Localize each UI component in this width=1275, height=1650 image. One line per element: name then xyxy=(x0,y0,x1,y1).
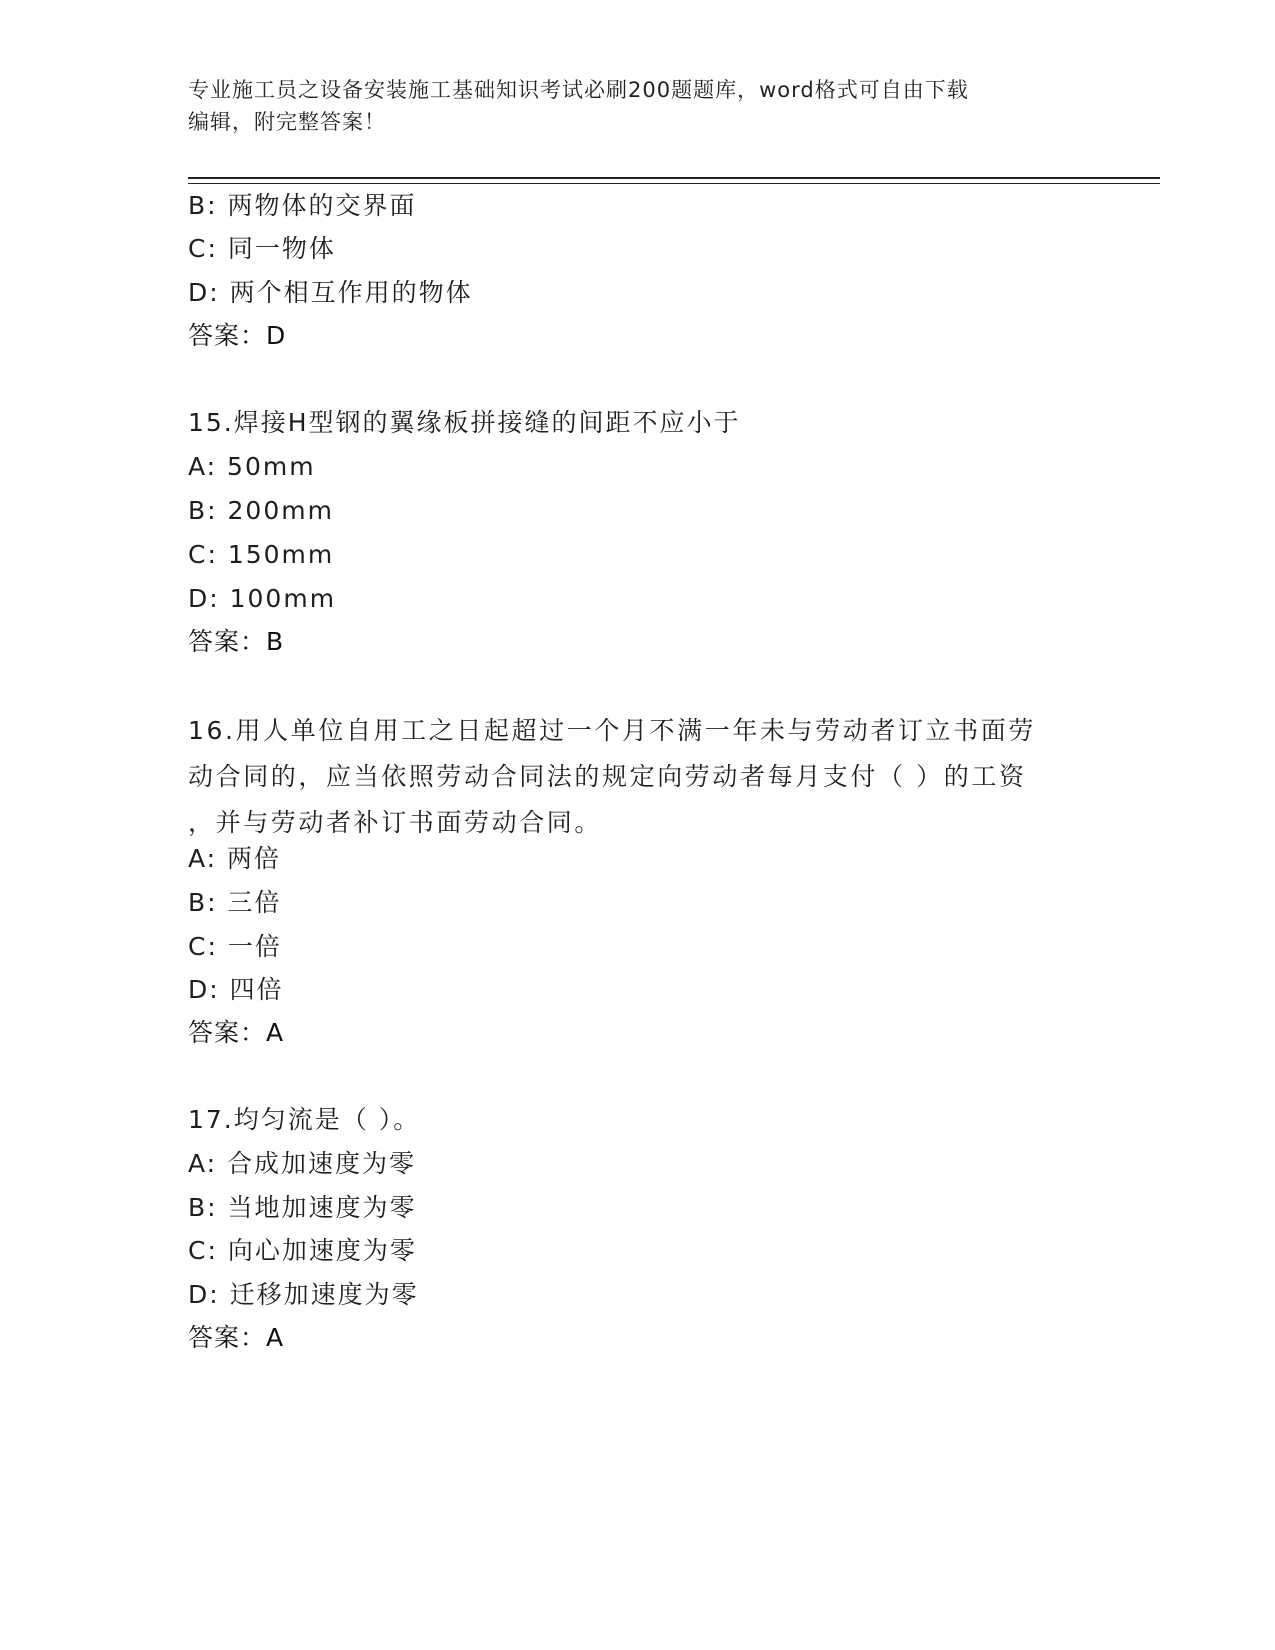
q16-option-a: A: 两倍 xyxy=(188,844,282,873)
q17-option-b: B: 当地加速度为零 xyxy=(188,1193,417,1222)
q14-option-d: D: 两个相互作用的物体 xyxy=(188,278,473,307)
q16-question-line-3: ，并与劳动者补订书面劳动合同。 xyxy=(188,808,603,837)
document-header xyxy=(188,74,1068,138)
q15-option-a: A: 50mm xyxy=(188,452,316,481)
q17-option-d: D: 迁移加速度为零 xyxy=(188,1280,419,1309)
q15-option-c: C: 150mm xyxy=(188,540,335,569)
q14-answer: 答案：D xyxy=(188,321,287,350)
header-divider-thin xyxy=(188,183,1160,184)
q14-option-b: B: 两物体的交界面 xyxy=(188,191,417,220)
q16-option-d: D: 四倍 xyxy=(188,975,284,1004)
q17-option-c: C: 向心加速度为零 xyxy=(188,1236,417,1265)
q14-option-c: C: 同一物体 xyxy=(188,234,336,263)
q15-option-d: D: 100mm xyxy=(188,584,337,613)
header-title-line-1: 专业施工员之设备安装施工基础知识考试必刷200题题库，word格式可自由下载 xyxy=(188,78,969,102)
q16-question xyxy=(188,708,1088,846)
q15-answer: 答案：B xyxy=(188,627,285,656)
q17-option-a: A: 合成加速度为零 xyxy=(188,1149,417,1178)
q16-option-c: C: 一倍 xyxy=(188,932,282,961)
q17-answer: 答案：A xyxy=(188,1323,285,1352)
q17-question: 17.均匀流是（ ）。 xyxy=(188,1105,421,1134)
q16-option-b: B: 三倍 xyxy=(188,888,282,917)
q16-question-line-2: 动合同的，应当依照劳动合同法的规定向劳动者每月支付（ ）的工资 xyxy=(188,762,1027,791)
q16-answer: 答案：A xyxy=(188,1018,285,1047)
header-divider-thick xyxy=(188,177,1160,179)
q16-question-line-1: 16.用人单位自用工之日起超过一个月不满一年未与劳动者订立书面劳 xyxy=(188,716,1036,745)
q15-option-b: B: 200mm xyxy=(188,496,334,525)
header-title-line-2: 编辑，附完整答案！ xyxy=(188,110,386,134)
q15-question: 15.焊接H型钢的翼缘板拼接缝的间距不应小于 xyxy=(188,408,741,437)
